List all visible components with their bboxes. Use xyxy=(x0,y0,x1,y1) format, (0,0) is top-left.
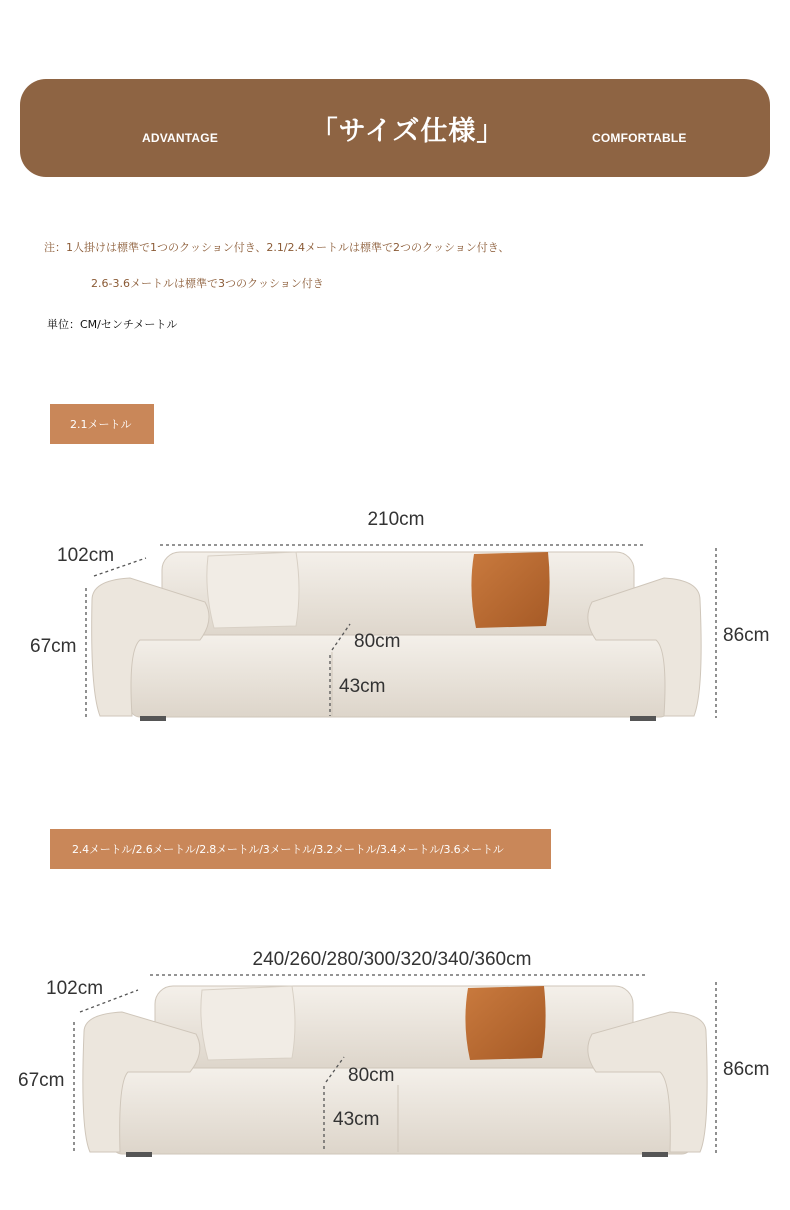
seat-height-dimension: 43cm xyxy=(333,1109,380,1130)
header-banner xyxy=(20,79,770,177)
orange-pillow xyxy=(471,552,549,628)
page-title: 「サイズ仕様」 xyxy=(310,116,505,147)
width-dimension: 240/260/280/300/320/340/360cm xyxy=(252,949,532,970)
seat-depth-dimension: 80cm xyxy=(348,1065,395,1086)
comfortable-label: COMFORTABLE xyxy=(592,131,687,145)
sofa-diagram-2-4-to-3-6m xyxy=(0,930,790,1180)
arm-height-dimension: 67cm xyxy=(30,636,77,657)
depth-dimension: 102cm xyxy=(57,545,115,566)
seat-height-dimension: 43cm xyxy=(339,676,386,697)
size-tag-label: 2.1メートル xyxy=(70,418,132,431)
sofa-diagram-2-1m xyxy=(0,490,790,750)
depth-dimension: 102cm xyxy=(46,978,104,999)
size-tag-2-4-to-3-6m xyxy=(50,829,551,869)
total-height-dimension: 86cm xyxy=(723,625,770,646)
sofa-illustration xyxy=(83,986,707,1157)
width-dimension: 210cm xyxy=(367,509,425,530)
size-tag-label: 2.4メートル/2.6メートル/2.8メートル/3メートル/3.2メートル/3.4メートル/3.6メートル xyxy=(72,843,504,856)
cushion-note-line1: 注：1人掛けは標準で1つのクッション付き、2.1/2.4メートルは標準で2つのクッション付き、 xyxy=(44,241,510,254)
orange-pillow xyxy=(465,986,545,1060)
advantage-label: ADVANTAGE xyxy=(142,131,219,145)
arm-height-dimension: 67cm xyxy=(18,1070,65,1091)
cushion-note-line2: 2.6-3.6メートルは標準で3つのクッション付き xyxy=(91,277,324,290)
total-height-dimension: 86cm xyxy=(723,1059,770,1080)
unit-label: 単位：CM/センチメートル xyxy=(47,318,178,331)
size-tag-2-1m xyxy=(50,404,154,444)
seat-depth-dimension: 80cm xyxy=(354,631,401,652)
